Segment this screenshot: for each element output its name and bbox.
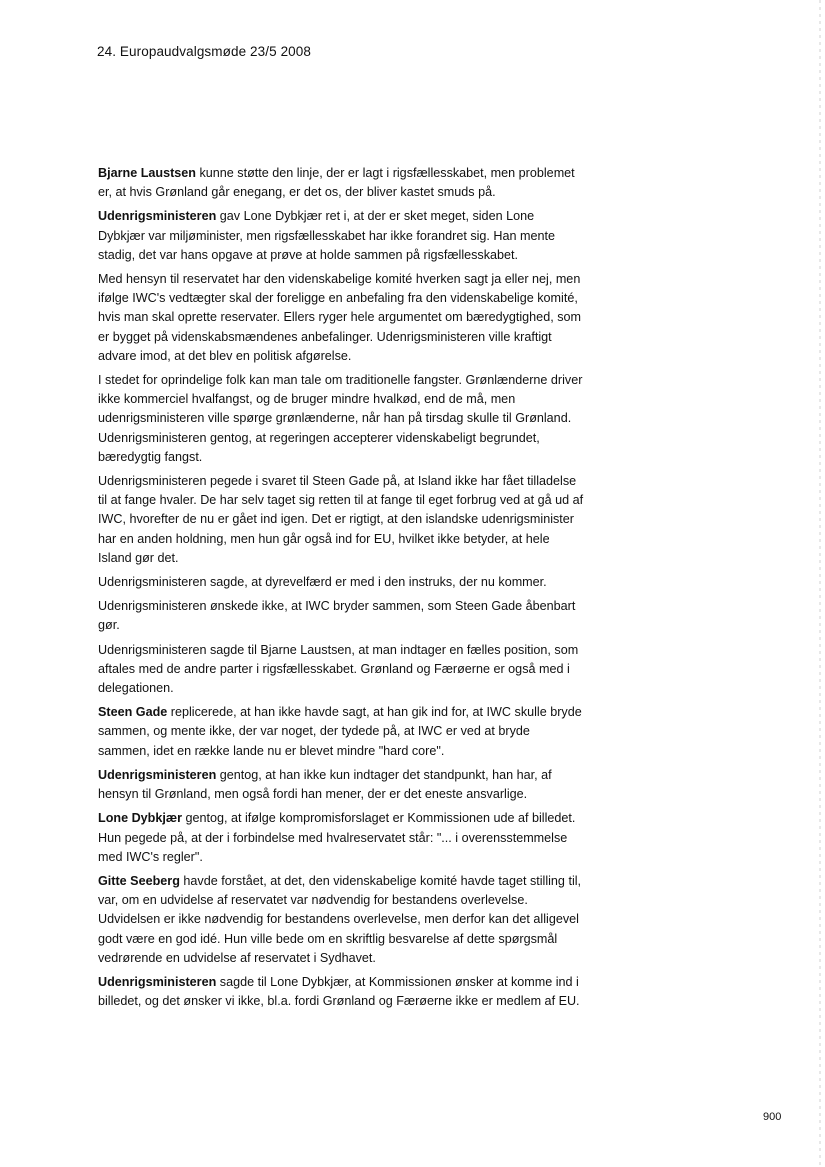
paragraph [98, 703, 584, 761]
paragraph-text: havde forstået, at det, den videnskabelige komité havde taget stilling til, var, om en udvidelse af reservatet var nødvendig for bestandens overlevelse. Udvidelsen er ikke nødvendig for bestandens overlevelse, men derfor kan det alligevel godt være en god idé. Hun ville bede om en skriftlig besvarelse af dette spørgsmål vedrørende en udvidelse af reservatet i Sydhavet. [98, 873, 582, 965]
paragraph-text: sagde til Lone Dybkjær, at Kommissionen ønsker at komme ind i billedet, og det ønsker vi ikke, bl.a. fordi Grønland og Færøerne ikke er medlem af EU. [98, 974, 580, 1009]
speaker-name: Gitte Seeberg [98, 873, 180, 888]
paragraph [98, 641, 584, 699]
paragraph-text: Udenrigsministeren sagde til Bjarne Laustsen, at man indtager en fælles position, som aftales med de andre parter i rigsfællesskabet. Grønland og Færøerne er også med i delegationen. [98, 642, 579, 696]
paragraph [98, 371, 584, 467]
paragraph [98, 973, 584, 1011]
paragraph-text: replicerede, at han ikke havde sagt, at han gik ind for, at IWC skulle bryde sammen, og mente ikke, der var noget, der tydede på, at IWC er ved at bryde sammen, idet en række lande nu er blevet mindre "hard core". [98, 705, 582, 758]
document-body [98, 164, 584, 1016]
speaker-name: Steen Gade [98, 705, 168, 720]
speaker-name: Lone Dybkjær [98, 811, 182, 826]
paragraph [98, 573, 584, 592]
speaker-name: Udenrigsministeren [98, 209, 217, 224]
paragraph-text: Udenrigsministeren sagde, at dyrevelfærd er med i den instruks, der nu kommer. [98, 575, 547, 590]
paragraph-text: gav Lone Dybkjær ret i, at der er sket meget, siden Lone Dybkjær var miljøminister, men rigsfællesskabet har ikke forandret sig. Han mente stadig, det var hans opgave at prøve at holde sammen på rigsfællesskabet. [98, 209, 556, 262]
paragraph-text: Udenrigsministeren pegede i svaret til Steen Gade på, at Island ikke har fået tilladelse til at fange hvaler. De har selv taget sig retten til at fange til eget forbrug ved at gå ud af IWC, hvorefter de nu er gået ind igen. Det er rigtigt, at den islandske udenrigsminister har en anden holdning, men hun går også ind for EU, hvilket ikke betyder, at hele Island gør det. [98, 474, 584, 565]
paragraph [98, 164, 584, 202]
paragraph [98, 472, 584, 568]
speaker-name: Udenrigsministeren [98, 767, 217, 782]
paragraph-text: Udenrigsministeren ønskede ikke, at IWC bryder sammen, som Steen Gade åbenbart gør. [98, 599, 576, 633]
scan-edge [819, 0, 821, 1167]
paragraph [98, 207, 584, 265]
speaker-name: Bjarne Laustsen [98, 166, 196, 180]
paragraph [98, 809, 584, 867]
paragraph [98, 872, 584, 968]
paragraph-text: I stedet for oprindelige folk kan man tale om traditionelle fangster. Grønlænderne driver ikke kommerciel hvalfangst, og de bruger mindre hvalkød, end de må, men udenrigsministeren ville spørge grønlænderne, når han på tirsdag skulle til Grønland. Udenrigsministeren gentog, at regeringen accepterer videnskabeligt begrundet, bæredygtig fangst. [98, 373, 583, 464]
paragraph-text: gentog, at ifølge kompromisforslaget er Kommissionen ude af billedet. Hun pegede på, at der i forbindelse med hvalreservatet står: "... i overensstemmelse med IWC's regler". [98, 811, 576, 864]
paragraph [98, 597, 584, 635]
paragraph-text: Med hensyn til reservatet har den videnskabelige komité hverken sagt ja eller nej, men ifølge IWC's vedtægter skal der foreligge en anbefaling fra den videnskabelige komité, hvis man skal oprette reservater. Ellers ryger hele argumentet om bæredygtighed, som er bygget på videnskabsmændenes anbefalinger. Udenrigsministeren ville kraftigt advare imod, at det blev en politisk afgørelse. [98, 272, 581, 363]
paragraph [98, 270, 584, 366]
paragraph-text: gentog, at han ikke kun indtager det standpunkt, han har, af hensyn til Grønland, men også fordi han mener, der er det eneste ansvarlige. [98, 767, 552, 802]
speaker-name: Udenrigsministeren [98, 974, 217, 989]
paragraph-text: kunne støtte den linje, der er lagt i rigsfællesskabet, men problemet er, at hvis Grønland går enegang, er det os, der bliver kastet smuds på. [98, 166, 575, 200]
paragraph [98, 766, 584, 804]
page-number: 900 [763, 1111, 782, 1123]
page-header: 24. Europaudvalgsmøde 23/5 2008 [97, 44, 311, 59]
